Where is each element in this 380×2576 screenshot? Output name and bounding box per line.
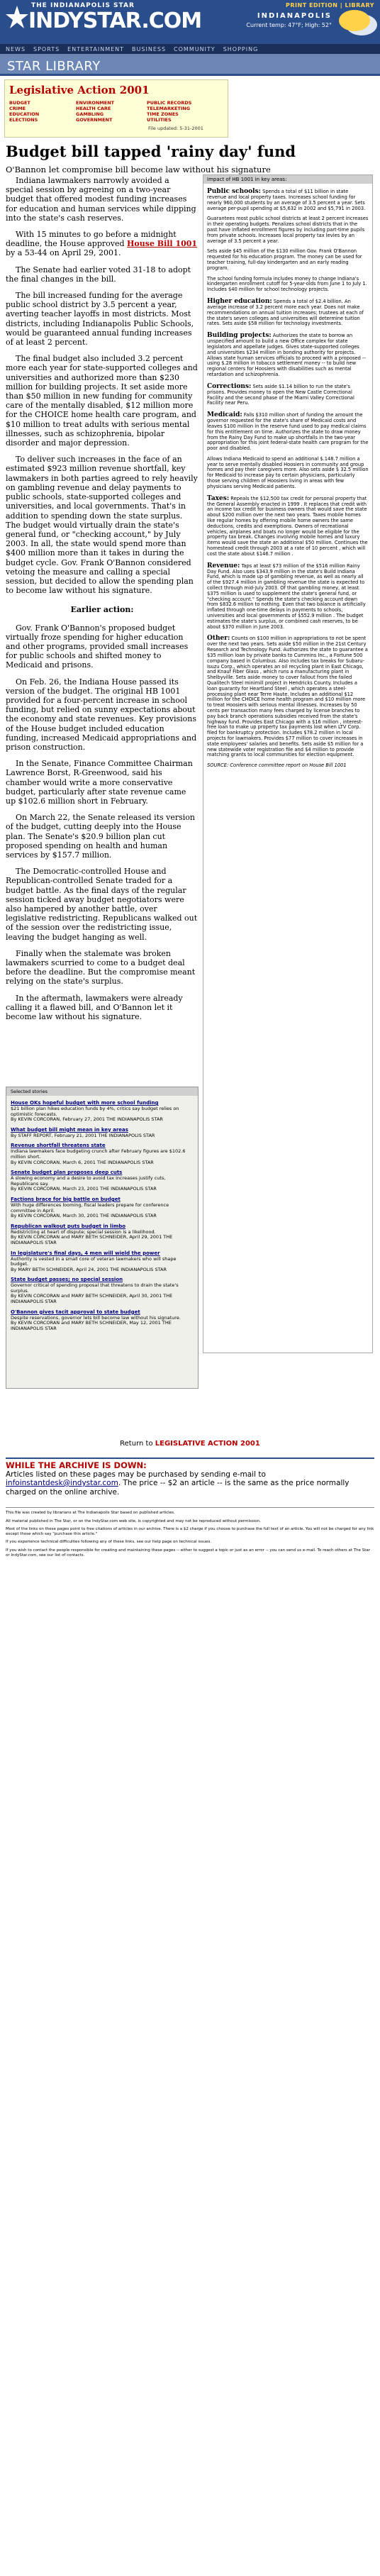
topic-link[interactable]: TIME ZONES (147, 111, 179, 117)
impact-text: Falls $310 million short of funding the amount the governor requested for the state's share of Medicaid costs and leaves $100 million in the reserve fund used to pay medical claims for this entitlement on time. Authorizes the state to draw money from the Rainy Day Fund to make up shortfalls in the two-year appropriation for this joint federal-state health care program for the poor and disabled. (207, 412, 369, 452)
impact-paragraph (207, 763, 369, 769)
impact-paragraph (207, 383, 369, 406)
impact-text: Sets aside $1.14 billion to run the state's prisons. Provides money to open the New Castle Correctional Facility and the second phase of the Miami Valley Correctional Facility near Peru. (207, 383, 354, 406)
topic-link[interactable]: GOVERNMENT (76, 117, 113, 123)
story-paragraph: On Feb. 26, the Indiana House passed its version of the budget. The original HB 1001 provided for a four-percent increase in school funding, but relied on sunny expectations about the economy and state revenues. Key provisions of the House budget included education funding, increased Medicaid appropriations and prison construction. (6, 677, 197, 752)
main-nav (0, 44, 380, 55)
topic-link[interactable]: UTILITIES (147, 117, 172, 123)
story-paragraph: In the Senate, Finance Committee Chairman Lawrence Borst, R-Greenwood, said his chamber would write a more conservative budget, particularly after state revenue came up $102.6 million short in February. (6, 759, 193, 806)
impact-category: Taxes: (207, 494, 230, 502)
story-paragraph: In the aftermath, lawmakers were already calling it a flawed bill, and O'Bannon let it become law without his signature. (6, 993, 183, 1022)
topic-link[interactable]: ENVIRONMENT (76, 100, 115, 106)
impact-paragraph (207, 457, 369, 490)
file-updated-note: File updated: 5-31-2001 (148, 126, 203, 131)
impact-paragraph (207, 495, 369, 557)
story-link[interactable]: In legislature's final days, 4 men will wield the power (11, 1250, 160, 1256)
story-paragraph: On March 22, the Senate released its version of the budget, cutting deeply into the House plan. The Senate's $20.9 billion plan cut proposed spending on health and human services by $157.7 million. (6, 813, 196, 860)
file-notice: This file was created by librarians at The Indianapolis Star based on published articles. (6, 1511, 175, 1515)
story-link[interactable]: What budget bill might mean in key areas (11, 1126, 128, 1133)
impact-paragraph (207, 277, 369, 293)
impact-text: The school funding formula includes money to change Indiana's kindergarten enrollment cutoff for 5-year-olds from June 1 to July 1. Includes $40 million for school technology projects. (207, 275, 367, 293)
story-paragraph: Finally when the stalemate was broken lawmakers scurried to come to a budget deal before the deadline. But the compromise meant relying on the state's surplus. (6, 948, 196, 987)
story-byline: By KEVIN CORCORAN, March 30, 2001 THE INDIANAPOLIS STAR (11, 1213, 157, 1219)
selected-story-item (11, 1170, 194, 1192)
nav-community[interactable]: COMMUNITY (174, 45, 216, 52)
edition-links[interactable]: PRINT EDITION | LIBRARY (286, 2, 374, 9)
impact-text: Repeals the $12,500 tax credit for personal property that the General Assembly enacted in 1999 . It replaces that credit with an income tax credit for business owners that would save the state about $200 million over the next two years. Taxes mobile homes like regular homes by offering mobile home owners the same deductions, credits and exemptions. Owners of recreational vehicles, airplanes and boats no longer would be eligible for the property tax break. Changes involving mobile homes and luxury items would save the state an additional $50 million. Continues the homestead credit through 2003 at a rate of 10 percent , which will cost the state about $146.7 million . (207, 495, 368, 557)
impact-paragraph (207, 562, 369, 631)
source-note: SOURCE: Conference committee report on House Bill 1001 (207, 762, 347, 769)
impact-category: Corrections: (207, 382, 252, 390)
impact-category: Building projects: (207, 332, 272, 340)
fine-print-paragraph: If you experience technical difficulties following any of these links, see our help page on technical issues. (6, 1540, 212, 1545)
return-link[interactable]: LEGISLATIVE ACTION 2001 (155, 1440, 260, 1448)
article-body (6, 176, 199, 1028)
fine-print-paragraph: If you wish to contact the people responsible for creating and maintaining these pages -- either to suggest a topic or just as an error -- you can send us e-mail. To reach others at The Star or IndyStar.com, see our list of contacts. (6, 1548, 371, 1558)
impact-sidebar (203, 174, 373, 1353)
story-paragraph: To deliver such increases in the face of an estimated $923 million revenue shortfall, key lawmakers in both parties agreed to rely heavily on gambling revenue and delay payments to public schools, state-supported colleges and universities, and local governments. That's in addition to spending down the state surplus. The budget would virtually drain the state's general fund, or "checking account," by July 2003. In all, the state would spend more than $400 million more than it takes in during the budget cycle. Gov. Frank O'Bannon considered vetoing the measure and calling a special session, but decided to allow the spending plan to become law without his signature. (6, 455, 198, 596)
masthead-small-title: THE INDIANAPOLIS STAR (31, 2, 135, 9)
story-link[interactable]: Revenue shortfall threatens state (11, 1143, 106, 1149)
story-paragraph: Gov. Frank O'Bannon's proposed budget virtually froze spending for higher education and other programs, provided small increases for public schools and shifted money to Medicaid and prisons. (6, 623, 189, 670)
selected-stories-list (11, 1100, 194, 1331)
story-summary: $21 billion plan hikes education funds by 4%, critics say budget relies on optimistic forecasts. (11, 1106, 179, 1117)
topic-link[interactable]: CRIME (9, 106, 26, 111)
fine-print-paragraph: Most of the links on these pages point to free citations of articles in our archive. There is a $2 charge if you choose to purchase the full text of an article. You will not be charged for any link except those which say "purchase this article." (6, 1527, 374, 1536)
selected-story-item (11, 1127, 194, 1139)
purchase-email-link[interactable]: infoinstantdesk@indystar.com (6, 1479, 118, 1487)
nav-business[interactable]: BUSINESS (132, 45, 167, 52)
impact-text: Spends a total of $2.4 billion. An average increase of 3.2 percent more each year. Does not make recommendations on annual tuition increases; trustees at each of the state's seven colleges and universities will determine tuition rates. Sets aside $58 million for technology investments. (207, 298, 364, 327)
story-summary: A slowing economy and a desire to avoid tax increases justify cuts, Republicans say. (11, 1175, 166, 1187)
archive-down-notice (6, 1461, 374, 1497)
story-paragraph: The final budget also included 3.2 percent more each year for state-supported colleges and universities and authorized more than $230 million for building projects. It set aside more than $50 million in new funding for community care of the mentally disabled, $12 million more for the CHOICE home health care program, and $10 million to treat adults with serious mental illnesses, such as schizophrenia, bipolar disorder and major depression. (6, 354, 198, 448)
impact-text: Spends a total of $11 billion in state revenue and local property taxes. Increases school funding for nearly 960,000 students by an average of 3.5 percent a year. Sets average per-pupil spending at $5,632 in 2002 and $5,791 in 2003. (207, 189, 366, 211)
story-summary: Governor critical of spending proposal that threatens to drain the state's surplus. (11, 1282, 179, 1294)
selected-story-item (11, 1100, 194, 1123)
story-byline: By MARY BETH SCHNEIDER, April 24, 2001 THE INDIANAPOLIS STAR (11, 1266, 167, 1272)
divider (6, 1458, 374, 1459)
nav-entertainment[interactable]: ENTERTAINMENT (67, 45, 125, 52)
archive-notice-title: WHILE THE ARCHIVE IS DOWN: (6, 1460, 147, 1470)
story-summary: Authority is vested in a small core of veteran lawmakers who will shape budget. (11, 1255, 177, 1267)
star-logo-icon[interactable] (4, 4, 30, 30)
story-link[interactable]: Republican walkout puts budget in limbo (11, 1223, 126, 1229)
nav-news[interactable]: NEWS (6, 45, 26, 52)
weather-readout[interactable]: Current temp: 47°F; High: 52° (246, 22, 332, 28)
legislative-title[interactable]: Legislative Action 2001 (9, 84, 150, 96)
impact-category: Public schools: (207, 188, 261, 195)
site-logo[interactable]: INDYSTAR.COM (28, 9, 202, 33)
archive-notice-text: Articles listed on these pages may be purchased by sending e-mail to (6, 1470, 266, 1479)
sidebar-header: Impact of HB 1001 in key areas: (203, 175, 372, 184)
impact-paragraph (207, 411, 369, 452)
city-label: INDIANAPOLIS (257, 12, 332, 20)
legislative-topics-box (4, 79, 228, 138)
story-byline: By KEVIN CORCORAN and MARY BETH SCHNEIDER, April 30, 2001 THE INDIANAPOLIS STAR (11, 1293, 173, 1305)
story-byline: By KEVIN CORCORAN and MARY BETH SCHNEIDER, April 29, 2001 THE INDIANAPOLIS STAR (11, 1234, 173, 1245)
impact-text: Authorizes the state to borrow an unspecified amount to build a new Office complex for state legislators and appellate judges. Gives state-supported colleges and universities $234 million in bonding authority for projects. Allows state human services officials to proceed with a proposed -- using $.28 million in tobacco settlement money -- to build new regional centers for Hoosiers with disabilities such as mental retardation and schizophrenia. (207, 333, 366, 377)
section-banner (0, 55, 380, 76)
impact-paragraph (207, 332, 369, 378)
story-link[interactable]: O'Bannon gives tacit approval to state budget (11, 1309, 140, 1315)
story-link[interactable]: House OKs hopeful budget with more school funding (11, 1100, 159, 1106)
selected-stories-header: Selected stories (6, 1087, 198, 1096)
sidebar-sections (207, 188, 369, 769)
impact-category: Revenue: (207, 562, 240, 570)
selected-story-item (11, 1197, 194, 1219)
impact-category: Other: (207, 635, 230, 643)
impact-paragraph (207, 635, 369, 758)
story-paragraph: The bill increased funding for the average public school district by 3.5 percent a year, averting teacher layoffs in most districts. Most districts, including Indianapolis Public Schools, would be guaranteed annual funding increases of at least 2 percent. (6, 291, 194, 348)
bill-link[interactable]: House Bill 1001 (127, 239, 198, 249)
story-byline: By KEVIN CORCORAN, February 27, 2001 THE INDIANAPOLIS STAR (11, 1116, 163, 1123)
topic-column-1 (9, 100, 39, 123)
selected-story-item (11, 1250, 194, 1273)
story-byline: By STAFF REPORT, February 21, 2001 THE INDIANAPOLIS STAR (11, 1132, 155, 1138)
selected-story-item (11, 1309, 194, 1332)
masthead (0, 0, 380, 44)
selected-story-item (11, 1277, 194, 1304)
return-line (0, 1440, 380, 1448)
story-paragraph: Indiana lawmakers narrowly avoided a special session by agreeing on a two-year budget that offered modest funding increases for education and human services while dipping into the state's cash reserves. (6, 176, 196, 223)
impact-paragraph (207, 216, 369, 244)
selected-story-item (11, 1143, 194, 1165)
story-summary: With huge differences looming, fiscal leaders prepare for conference committee in April. (11, 1201, 169, 1214)
story-link[interactable]: Senate budget plan proposes deep cuts (11, 1170, 123, 1176)
story-link[interactable]: State budget passes; no special session (11, 1277, 123, 1283)
divider (6, 1507, 374, 1508)
story-byline: By KEVIN CORCORAN and MARY BETH SCHNEIDER, May 12, 2001 THE INDIANAPOLIS STAR (11, 1320, 172, 1331)
topic-column-3 (147, 100, 191, 123)
impact-category: Medicaid: (207, 411, 242, 419)
story-byline: By KEVIN CORCORAN, March 23, 2001 THE INDIANAPOLIS STAR (11, 1186, 157, 1192)
topic-link[interactable]: BUDGET (9, 100, 30, 106)
sun-cloud-icon (339, 10, 370, 31)
topic-link[interactable]: ELECTIONS (9, 117, 38, 123)
topic-link[interactable]: TELEMARKETING (147, 106, 191, 111)
story-paragraph: With 15 minutes to go before a midnight deadline, the House approved House Bill 1001 by a 53-44 on April 29, 2001. (6, 230, 198, 258)
fine-print-paragraph: All material published in The Star, or on the IndyStar.com web site, is copyrighted and may not be reproduced without permission. (6, 1519, 261, 1523)
nav-shopping[interactable]: SHOPPING (223, 45, 259, 52)
impact-text: Sets aside $45 million of the $130 million Gov. Frank O'Bannon requested for his education program. The money can be used for teacher training, full-day kindergarten and an early reading program. (207, 248, 362, 271)
topic-link[interactable]: GAMBLING (76, 111, 104, 117)
impact-paragraph (207, 188, 369, 211)
fine-print (6, 1511, 374, 1561)
article-headline: Budget bill tapped 'rainy day' fund (6, 143, 296, 160)
selected-story-item (11, 1223, 194, 1246)
impact-text: Allows Indiana Medicaid to spend an additional $.148.7 million a year to serve mentally disabled Hoosiers in community and group homes and pay their caregivers more. Also sets aside $ 32.5 million for Medicaid to increase pay to certain physicians, particularly those serving children of Hoosiers living in areas with few physicians serving Medicaid patients. (207, 455, 369, 489)
story-summary: Redistricting at heart of dispute; special session is a likelihood. (11, 1228, 156, 1235)
story-subheading: Earlier action: (70, 605, 134, 615)
impact-paragraph (207, 298, 369, 327)
article-subhead: O'Bannon let compromise bill become law without his signature (6, 165, 271, 174)
selected-stories-box (6, 1087, 199, 1389)
section-title: STAR LIBRARY (7, 59, 101, 74)
story-link[interactable]: Factions brace for big battle on budget (11, 1196, 121, 1202)
topic-link[interactable]: PUBLIC RECORDS (147, 100, 192, 106)
impact-text: Counts on $100 million in appropriations to not be spent over the next two years. Sets aside $50 million in the 21st Century Research and Technology Fund. Authorizes the state to guarantee a $35 million loan by private banks to Cummins Inc., a Fortune 500 company based in Columbus. Also includes tax breaks for Subaru-Isuzu Corp., which operates an oil recycling plant in East Chicago, and Knauf Fiber Glass , which runs a manufacturing plant in Shelbyville. Sets aside money to cover fallout from the failed Qualitech Steel minimill project in Hendricks County. Includes a loan guaranty for Heartland Steel , which operates a steel- processing plant near Terre Haute. Includes an additional $12 million for the CHOICE home health program and $10 million more to treat Hoosiers with serious mental illnesses. Increases by 50 cents per transaction many fees charged by license branches to pay back branch operations subsidies received from the state's highway fund. Provides East Chicago with a $16 million , interest-free loan to make up property tax payments lost when LTV Corp. filed for bankruptcy protection. Includes $78.2 million in local projects for lawmakers. Provides $77 million to cover increases in state employees' salaries and benefits. Sets aside $5 million for a new statewide voter registration file and $4 million to provide matching grants to local communities for election equipment. (207, 635, 368, 758)
impact-category: Higher education: (207, 297, 272, 305)
impact-text: Taps at least $73 million of the $516 million Rainy Day Fund. Also uses $343.9 million in the state's Build Indiana Fund, which is made up of gambling revenue, as well as nearly all of the $927.4 million in gambling revenue the state is expected to collect through mid-July 2003. Of that gambling money, at least $375 million is used to supplement the state's general fund, or "checking account." Spends the state's checking account down from $832.6 million to nothing. Even that two balance is artificially inflated through one-time delays in payments to schools, universities and local governments of $552.9 million . The budget estimates the state's surplus, or combined cash reserves, to be about $370 million in June 2003. (207, 562, 366, 630)
nav-sports[interactable]: SPORTS (33, 45, 60, 52)
topic-link[interactable]: EDUCATION (9, 111, 40, 117)
topic-column-2 (76, 100, 114, 123)
archive-notice-text-2: . The price -- $2 an article -- is the same as the price normally charged on the online archive. (6, 1479, 350, 1497)
story-summary: Indiana lawmakers face budgeting crunch after February figures are $102.6 million short. (11, 1148, 186, 1160)
story-paragraph: The Democratic-controlled House and Republican-controlled Senate traded for a budget battle. As the final days of the regular session ticked away budget negotiators were also hampered by another battle, over legislative redistricting. Republicans walked out of the session over the redistricting issue, leaving the budget hanging as well. (6, 867, 198, 942)
story-byline: By KEVIN CORCORAN, March 6, 2001 THE INDIANAPOLIS STAR (11, 1159, 154, 1165)
story-paragraph: The Senate had earlier voted 31-18 to adopt the final changes in the bill. (6, 265, 191, 284)
story-summary: Despite reservations, governor lets bill become law without his signature. (11, 1314, 181, 1321)
impact-text: Guarantees most public school districts at least 2 percent increases in their operating budgets. Penalizes school districts that in the past have inflated enrollment figures by including part-time pupils from private schools. Increases local property tax levies by an average of 3.5 percent a year. (207, 216, 369, 244)
impact-paragraph (207, 249, 369, 271)
topic-link[interactable]: HEALTH CARE (76, 106, 111, 111)
return-prefix: Return to (120, 1440, 155, 1448)
